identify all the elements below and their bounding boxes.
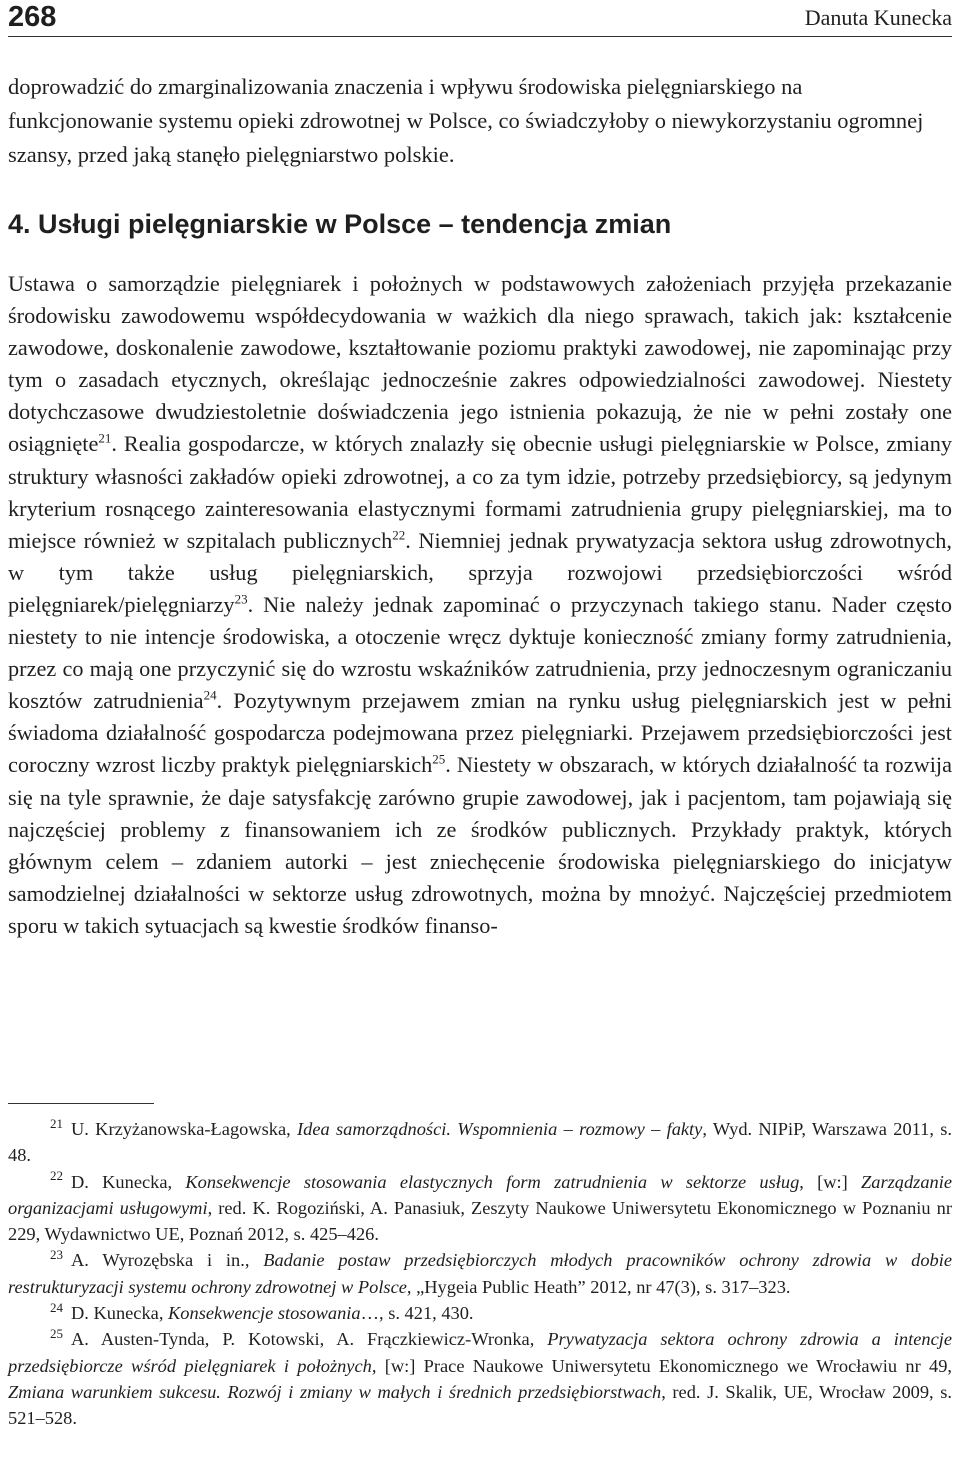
- footnote-21: [8, 1116, 952, 1169]
- footnote-text: A. Austen-Tynda, P. Kotowski, A. Frączkiewicz-Wronka,: [71, 1329, 548, 1350]
- page-header: [8, 0, 952, 37]
- footnote-number: 23: [50, 1247, 63, 1263]
- page-number: 268: [8, 1, 57, 33]
- footnote-text: …, s. 421, 430.: [360, 1303, 474, 1324]
- footnote-title: Zarządzanie organizacjami usługowymi: [8, 1171, 952, 1218]
- footnote-ref-24: 24: [203, 687, 217, 703]
- footnote-number: 24: [50, 1299, 63, 1315]
- body-text-part: . Realia gospodarcze, w których znalazły się obecnie usługi pielęgniarskie w Polsce, zmiany struktury własności zakładów opieki zdrowotnej, a co za tym idzie, potrzeby przedsiębiorcy, są jedynym kryterium rosnącego zainteresowania elastycznymi formami zatrudnienia grupy pielęgniarskiej, ma to miejsce również w szpitalach publicznych: [8, 431, 952, 553]
- section-heading: 4. Usługi pielęgniarskie w Polsce – tendencja zmian: [8, 209, 672, 239]
- section-body-paragraph: [8, 268, 952, 942]
- footnote-title: Badanie postaw przedsiębiorczych młodych pracowników ochrony zdrowia w dobie restrukturyzacji systemu ochrony zdrowotnej w Polsce: [8, 1250, 952, 1297]
- footnote-title: Idea samorządności. Wspomnienia – rozmowy – fakty: [297, 1119, 703, 1139]
- footnote-number: 25: [50, 1326, 63, 1342]
- footnote-ref-25: 25: [432, 751, 446, 767]
- body-text-part: . Niemniej jednak prywatyzacja sektora usług zdrowotnych, w tym także usług pielęgniarskich, sprzyja rozwojowi przedsiębiorczości wśród pielęgniarek/pielęgniarzy: [8, 527, 952, 617]
- footnote-22: [8, 1169, 952, 1248]
- footnote-23: [8, 1247, 952, 1300]
- footnote-text: , Wyd. NIPiP, Warszawa 2011, s. 48.: [8, 1119, 952, 1166]
- footnote-25: [8, 1326, 952, 1431]
- footnote-24: [8, 1300, 952, 1326]
- footnote-title: Konsekwencje stosowania elastycznych form zatrudnienia w sektorze usług: [185, 1171, 800, 1192]
- footnote-text: , [w:]: [799, 1171, 862, 1192]
- footnote-ref-22: 22: [392, 527, 406, 543]
- footnote-ref-21: 21: [98, 431, 112, 447]
- footnotes: [8, 1116, 952, 1432]
- footnote-text: D. Kunecka,: [71, 1303, 169, 1324]
- footnote-separator: [8, 1103, 154, 1104]
- footnote-text: A. Wyrozębska i in.,: [71, 1250, 264, 1271]
- footnote-title: Konsekwencje stosowania: [168, 1303, 361, 1324]
- running-head-author: Danuta Kunecka: [804, 5, 952, 30]
- body-text-part: . Niestety w obszarach, w których działalność ta rozwija się na tyle sprawnie, że daje satysfakcję zarówno grupie zawodowej, jak i pacjentom, tam pojawiają się najczęściej problemy z finansowaniem ich ze środków publicznych. Przykłady praktyk, których głównym celem – zdaniem autorki – jest zniechęcenie środowiska pielęgniarskiego do inicjatyw samodzielnej działalności w sektorze usług zdrowotnych, można by mnożyć. Najczęściej przedmiotem sporu w takich sytuacjach są kwestie środków finanso-: [8, 752, 952, 938]
- intro-paragraph: doprowadzić do zmarginalizowania znaczenia i wpływu środowiska pielęgniarskiego na funkcjonowanie systemu opieki zdrowotnej w Polsce, co świadczyłoby o niewykorzystaniu ogromnej szansy, przed jaką stanęło pielęgniarstwo polskie.: [8, 74, 924, 167]
- footnote-text: , red. J. Skalik, UE, Wrocław 2009, s. 521–528.: [8, 1381, 952, 1429]
- footnote-number: 21: [50, 1115, 63, 1131]
- footnote-text: , [w:] Prace Naukowe Uniwersytetu Ekonomicznego we Wrocławiu nr 49,: [371, 1355, 952, 1376]
- footnote-ref-23: 23: [234, 591, 248, 607]
- footnote-title: Zmiana warunkiem sukcesu. Rozwój i zmiany w małych i średnich przedsiębiorstwach: [8, 1381, 662, 1402]
- footnote-text: , red. K. Rogoziński, A. Panasiuk, Zeszyty Naukowe Uniwersytetu Ekonomicznego w Poznaniu nr 229, Wydawnictwo UE, Poznań 2012, s. 425–426.: [8, 1197, 953, 1245]
- body-text-part: Ustawa o samorządzie pielęgniarek i położnych w podstawowych założeniach przyjęła przekazanie środowisku zawodowemu współdecydowania w ważkich dla niego sprawach, takich jak: kształcenie zawodowe, doskonalenie zawodowe, kształtowanie poziomu praktyki zawodowej, nie zapominając przy tym o zasadach etycznych, określając jednocześnie zakres odpowiedzialności zawodowej. Niestety dotychczasowe dwudziestoletnie doświadczenia jego istnienia pokazują, że nie w pełni zostały one osiągnięte: [8, 271, 952, 457]
- footnote-text: D. Kunecka,: [71, 1171, 186, 1192]
- body-text-part: . Nie należy jednak zapominać o przyczynach takiego stanu. Nader często niestety to nie intencje środowiska, a otoczenie wręcz dyktuje konieczność zmiany formy zatrudnienia, przez co mają one przyczynić się do wzrostu wskaźników zatrudnienia, przy jednoczesnym ograniczaniu kosztów zatrudnienia: [8, 591, 952, 714]
- footnote-title: Prywatyzacja sektora ochrony zdrowia a intencje przedsiębiorcze wśród pielęgniarek i położnych: [8, 1329, 953, 1376]
- footnote-text: U. Krzyżanowska-Łagowska,: [71, 1119, 298, 1139]
- footnote-number: 22: [50, 1168, 63, 1184]
- body-text-part: . Pozytywnym przejawem zmian na rynku usług pielęgniarskich jest w pełni świadoma działalność gospodarcza podejmowana przez pielęgniarki. Przejawem przedsiębiorczości jest coroczny wzrost liczby praktyk pielęgniarskich: [8, 688, 952, 778]
- footnote-text: , „Hygeia Public Heath” 2012, nr 47(3), s. 317–323.: [406, 1276, 791, 1297]
